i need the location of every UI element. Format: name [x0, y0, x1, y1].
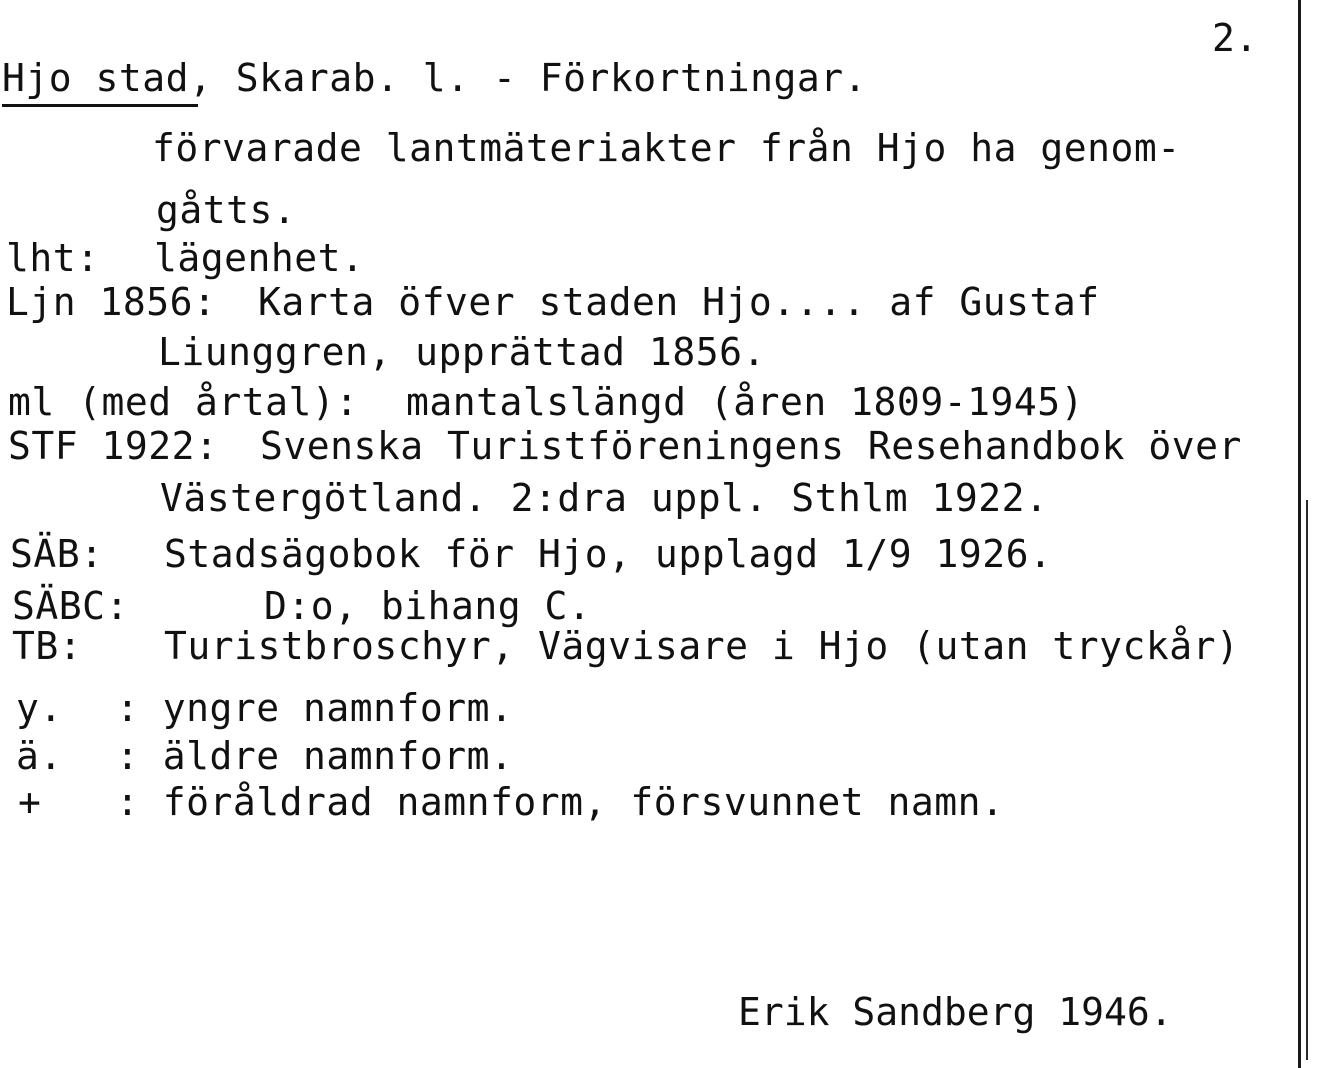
heading-rest: , Skarab. l. - Förkortningar. — [189, 56, 867, 100]
entry-line — [16, 686, 513, 730]
entry-text: förvarade lantmäteriakter från Hjo ha genom- — [152, 126, 1181, 170]
entry-line — [160, 476, 1048, 520]
entry-line — [6, 280, 1100, 324]
entry-text: Liunggren, upprättad 1856. — [158, 330, 766, 374]
entry-text: : yngre namnform. — [116, 686, 514, 730]
entry-line — [152, 126, 1181, 170]
entry-text: : föråldrad namnform, försvunnet namn. — [116, 780, 1005, 824]
heading-underline — [2, 104, 198, 107]
entry-line — [16, 734, 513, 778]
entry-abbreviation: Ljn 1856: — [6, 280, 217, 324]
entry-abbreviation: + — [18, 780, 42, 824]
entry-text: Karta öfver staden Hjo.... af Gustaf — [258, 280, 1100, 324]
entry-abbreviation: SÄBC: — [12, 584, 129, 628]
entry-line — [12, 624, 1239, 668]
entry-abbreviation: lht: — [6, 236, 100, 280]
entry-line — [158, 330, 766, 374]
entry-text: Stadsägobok för Hjo, upplagd 1/9 1926. — [164, 532, 1053, 576]
entry-text: Västergötland. 2:dra uppl. Sthlm 1922. — [160, 476, 1049, 520]
entry-abbreviation: y. — [16, 686, 63, 730]
entry-line — [12, 584, 591, 628]
entry-text: D:o, bihang C. — [264, 584, 592, 628]
card-edge-line-secondary — [1306, 500, 1308, 1060]
entry-line — [8, 380, 1084, 424]
entry-text: Turistbroschyr, Vägvisare i Hjo (utan tryckår) — [164, 624, 1240, 668]
entry-text: lägenhet. — [154, 236, 365, 280]
card-edge-line — [1298, 0, 1301, 1068]
entry-abbreviation: STF 1922: — [8, 424, 219, 468]
entry-line — [6, 236, 364, 280]
entry-line — [156, 188, 296, 232]
entry-text: mantalslängd (åren 1809-1945) — [406, 380, 1084, 424]
entry-abbreviation: ä. — [16, 734, 63, 778]
entry-abbreviation: ml (med årtal): — [8, 380, 359, 424]
signature: Erik Sandberg 1946. — [738, 990, 1173, 1034]
entry-text: : äldre namnform. — [116, 734, 514, 778]
heading-place: Hjo stad — [2, 56, 190, 100]
page-number: 2. — [1212, 16, 1258, 60]
entry-text: Svenska Turistföreningens Resehandbok över — [260, 424, 1242, 468]
entry-line — [8, 424, 1242, 468]
entry-abbreviation: TB: — [12, 624, 83, 668]
entry-line — [10, 532, 1052, 576]
entry-text: gåtts. — [156, 188, 297, 232]
entry-abbreviation: SÄB: — [10, 532, 104, 576]
entry-line — [18, 780, 1004, 824]
heading — [2, 56, 867, 100]
